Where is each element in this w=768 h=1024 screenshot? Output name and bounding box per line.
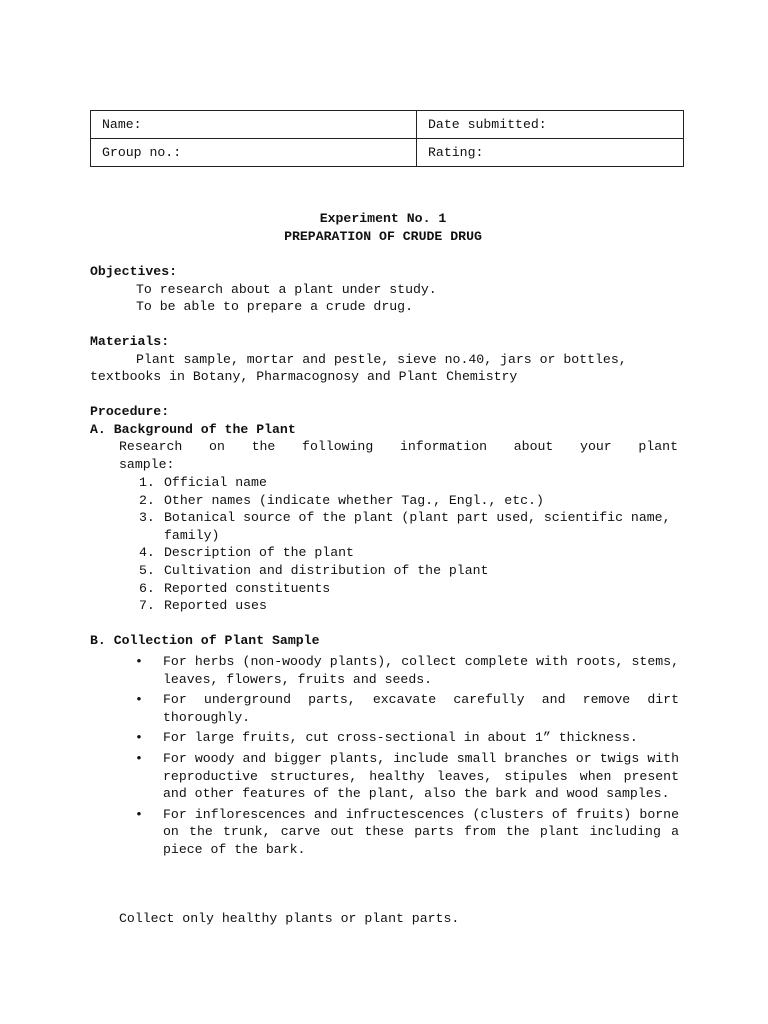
experiment-number: Experiment No. 1 <box>319 211 447 226</box>
bullet-icon: • <box>135 730 143 746</box>
section-a-heading: A. Background of the Plant <box>90 421 296 437</box>
name-field: Name: <box>91 111 417 139</box>
list-item: 2. Other names (indicate whether Tag., Engl., etc.) <box>139 492 544 508</box>
list-item: • For large fruits, cut cross-sectional in about 1” thickness. <box>131 729 679 747</box>
section-a-intro: Research on the following information about your plant <box>119 439 678 455</box>
list-item: 4. Description of the plant <box>139 545 354 561</box>
list-item: 3. Botanical source of the plant (plant part used, scientific name, family) <box>139 510 671 543</box>
list-item: • For inflorescences and infructescences (clusters of fruits) borne on the trunk, carve out these parts from the plant including a piece of the bark. <box>131 806 679 859</box>
objectives-heading: Objectives: <box>90 264 178 279</box>
group-number-field: Group no.: <box>91 139 417 167</box>
materials-line: Plant sample, mortar and pestle, sieve no.40, jars or bottles, <box>136 351 627 367</box>
materials-heading: Materials: <box>90 334 170 349</box>
background-steps-list <box>139 474 679 615</box>
list-item: 7. Reported uses <box>139 598 267 614</box>
objective-item: To be able to prepare a crude drug. <box>136 299 413 315</box>
objectives-section <box>90 263 678 316</box>
experiment-title: PREPARATION OF CRUDE DRUG <box>284 229 482 244</box>
section-b-heading: B. Collection of Plant Sample <box>90 633 320 648</box>
bullet-icon: • <box>135 654 143 669</box>
objective-item: To research about a plant under study. <box>136 281 437 297</box>
procedure-heading: Procedure: <box>90 404 170 419</box>
bullet-icon: • <box>135 806 143 822</box>
list-item: 5. Cultivation and distribution of the plant <box>139 562 489 578</box>
collection-bullets-list <box>131 653 679 862</box>
materials-section <box>90 333 678 386</box>
bullet-icon: • <box>135 692 143 708</box>
list-item: 6. Reported constituents <box>139 580 331 596</box>
bullet-icon: • <box>135 750 143 766</box>
materials-line: textbooks in Botany, Pharmacognosy and Plant Chemistry <box>90 369 518 385</box>
list-item: • For underground parts, excavate carefully and remove dirt thoroughly. <box>131 691 679 726</box>
document-title <box>90 210 676 246</box>
list-item: 1. Official name <box>139 475 267 490</box>
list-item: • For woody and bigger plants, include small branches or twigs with reproductive structures, healthy leaves, stipules when present and other features of the plant, also the bark and wood samples. <box>131 750 679 803</box>
student-info-table <box>90 110 684 167</box>
section-b-heading-wrap <box>90 632 678 650</box>
section-a-intro: sample: <box>119 456 175 472</box>
list-item: • For herbs (non-woody plants), collect complete with roots, stems, leaves, flowers, fruits and seeds. <box>131 653 679 688</box>
procedure-section <box>90 403 678 473</box>
rating-field: Rating: <box>417 139 684 167</box>
date-submitted-field: Date submitted: <box>417 111 684 139</box>
closing-note: Collect only healthy plants or plant parts. <box>119 911 460 926</box>
